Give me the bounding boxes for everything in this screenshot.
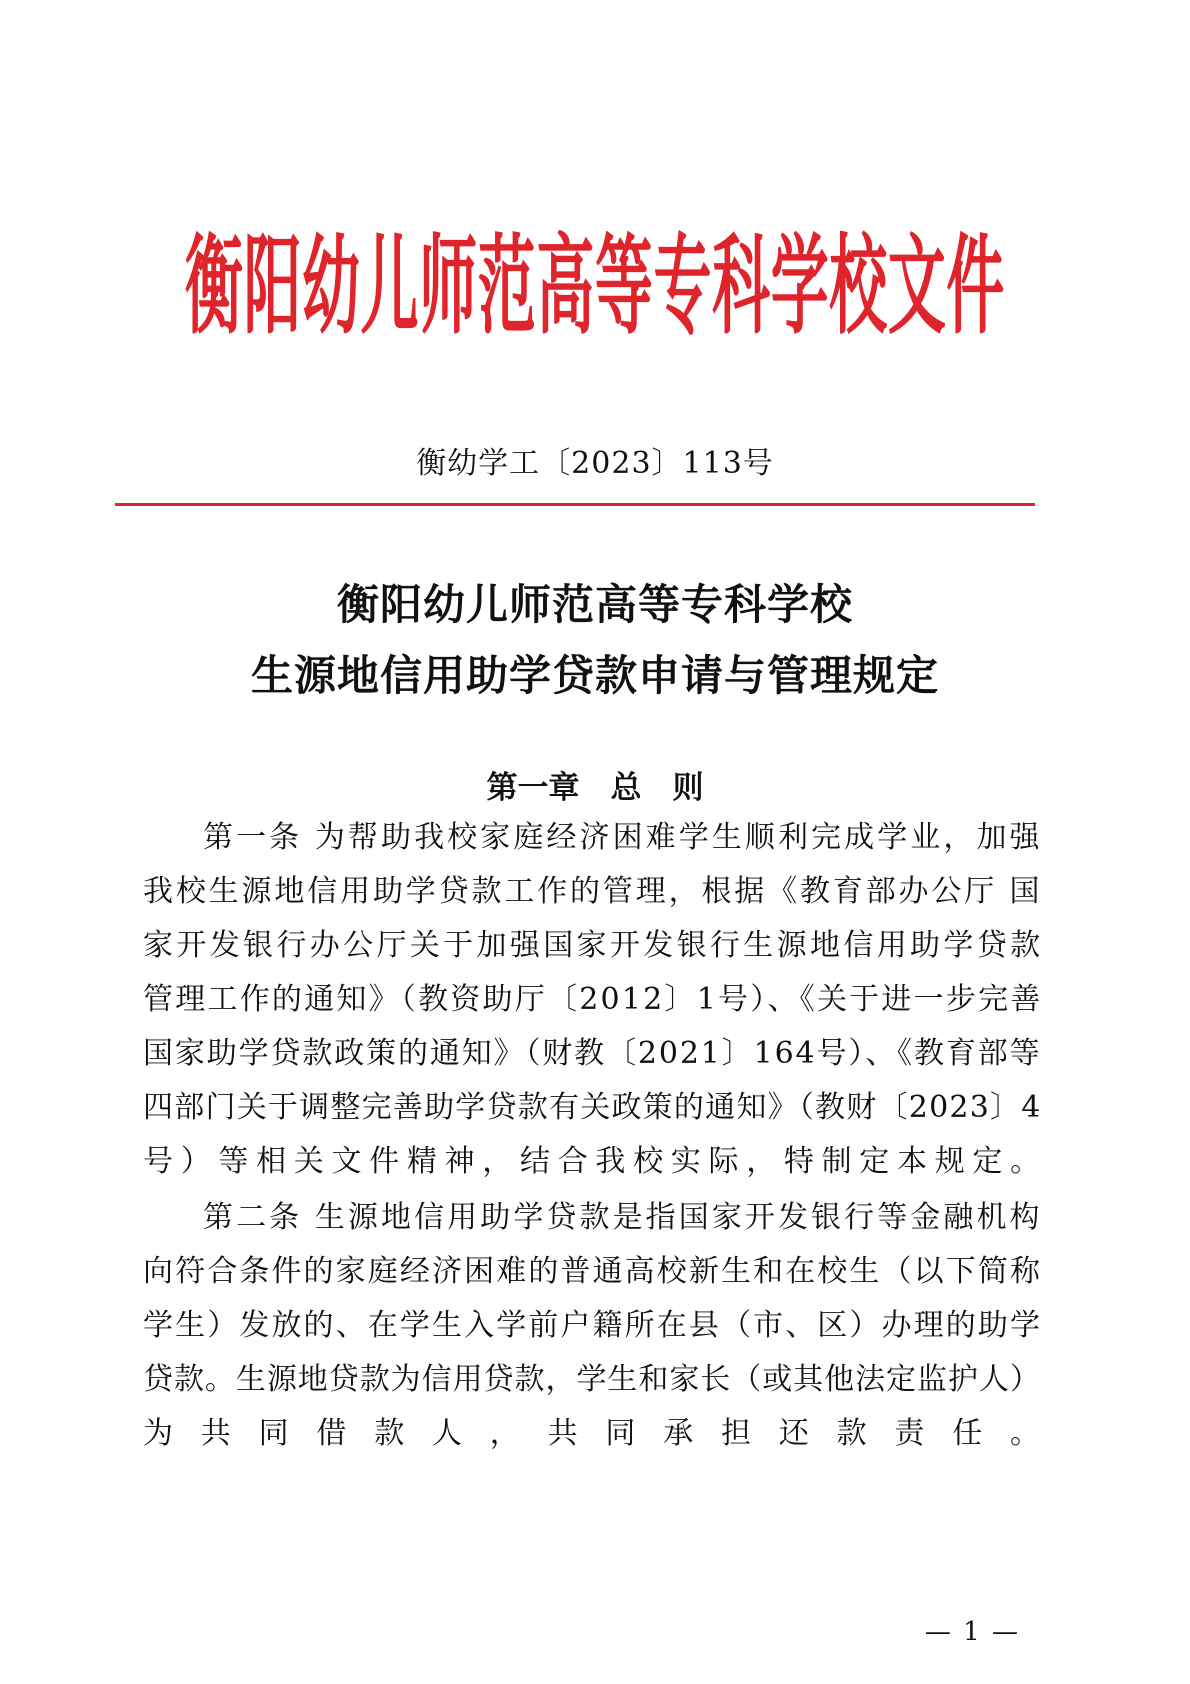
body-line: 学生）发放的、在学生入学前户籍所在县（市、区）办理的助学 xyxy=(143,1308,1043,1343)
body-line: 我校生源地信用助学贷款工作的管理，根据《教育部办公厅 国 xyxy=(143,874,1043,909)
document-number: 衡幼学工〔2023〕113号 xyxy=(416,446,774,481)
page-number: — 1 — xyxy=(924,1617,1020,1647)
body-line: 号）等相关文件精神，结合我校实际，特制定本规定。 xyxy=(143,1144,1048,1179)
body-line: 四部门关于调整完善助学贷款有关政策的通知》（教财〔2023〕4 xyxy=(143,1090,1042,1125)
red-separator-line xyxy=(115,503,1035,506)
document-title-line-2: 生源地信用助学贷款申请与管理规定 xyxy=(250,651,939,700)
chapter-heading: 第一章 总 则 xyxy=(486,770,704,806)
body-line: 管理工作的通知》（教资助厅〔2012〕1号）、《关于进一步完善 xyxy=(143,982,1043,1017)
body-line: 家开发银行办公厅关于加强国家开发银行生源地信用助学贷款 xyxy=(143,928,1044,963)
body-line: 第二条 生源地信用助学贷款是指国家开发银行等金融机构 xyxy=(203,1200,1043,1235)
body-line: 向符合条件的家庭经济困难的普通高校新生和在校生（以下简称 xyxy=(143,1254,1043,1289)
body-line: 为共同借款人，共同承担还款责任。 xyxy=(143,1416,1068,1451)
body-line: 国家助学贷款政策的通知》（财教〔2021〕164号）、《教育部等 xyxy=(143,1036,1042,1071)
body-line: 第一条 为帮助我校家庭经济困难学生顺利完成学业，加强 xyxy=(203,820,1043,855)
issuing-authority-header: 衡阳幼儿师范高等专科学校文件 xyxy=(185,221,1005,349)
document-title-line-1: 衡阳幼儿师范高等专科学校 xyxy=(336,580,853,629)
body-line: 贷款。生源地贷款为信用贷款，学生和家长（或其他法定监护人） xyxy=(143,1362,1041,1397)
